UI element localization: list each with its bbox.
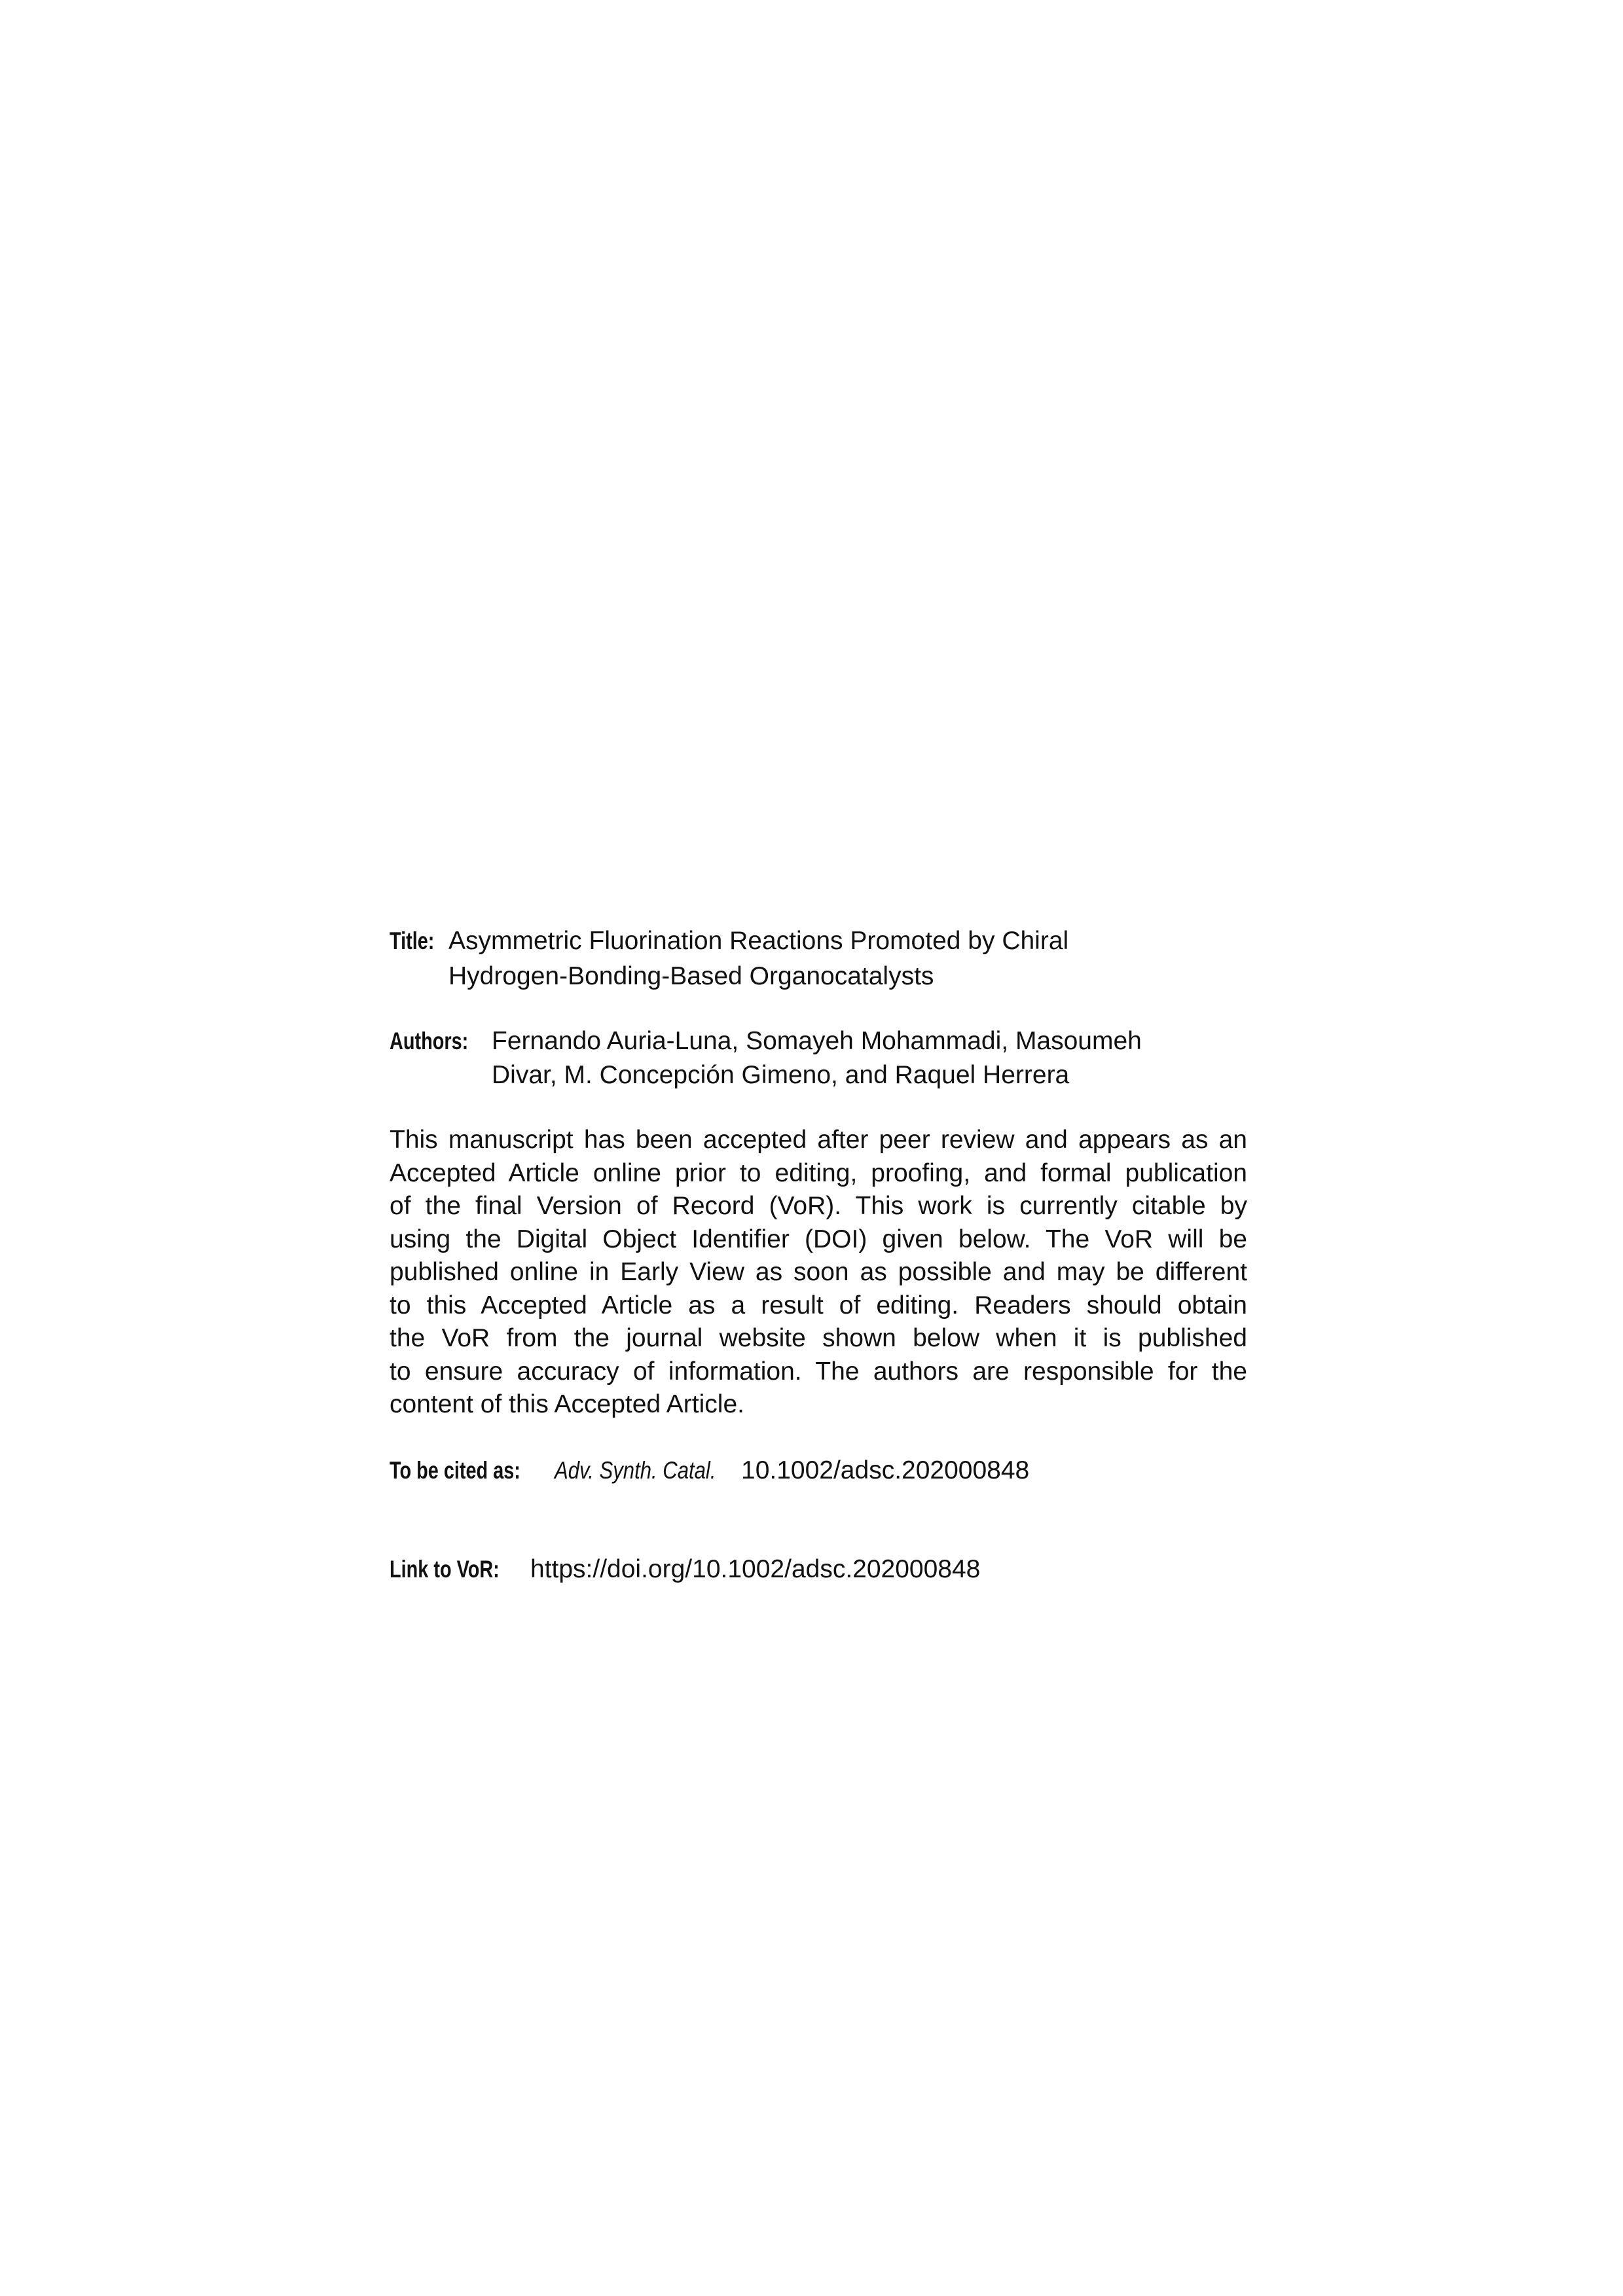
title-label: Title: — [390, 927, 435, 954]
vor-link-label: Link to VoR: — [390, 1556, 500, 1583]
citation-doi: 10.1002/adsc.202000848 — [741, 1456, 1030, 1484]
notice-line: to ensure accuracy of information. The authors are responsible for the — [390, 1357, 1247, 1386]
notice-line: content of this Accepted Article. — [390, 1390, 744, 1418]
notice-line: This manuscript has been accepted after peer review and appears as an — [390, 1126, 1247, 1154]
title-text-1: Asymmetric Fluorination Reactions Promoted by Chiral — [448, 927, 1069, 955]
citation-line — [390, 1454, 1030, 1488]
vor-link-url[interactable]: https://doi.org/10.1002/adsc.202000848 — [530, 1555, 981, 1583]
notice-line: the VoR from the journal website shown below when it is published — [390, 1324, 1247, 1352]
authors-line-1 — [390, 1024, 1142, 1058]
title-text-2: Hydrogen-Bonding-Based Organocatalysts — [448, 962, 934, 990]
citation-label: To be cited as: — [390, 1457, 520, 1484]
authors-text-1: Fernando Auria-Luna, Somayeh Mohammadi, Masoumeh — [492, 1027, 1142, 1055]
notice-line: of the final Version of Record (VoR). This work is currently citable by — [390, 1192, 1247, 1220]
notice-line: using the Digital Object Identifier (DOI) given below. The VoR will be — [390, 1225, 1247, 1253]
notice-line: Accepted Article online prior to editing, proofing, and formal publication — [390, 1158, 1247, 1187]
citation-journal: Adv. Synth. Catal. — [555, 1457, 716, 1484]
vor-link-line — [390, 1552, 981, 1587]
accepted-article-notice — [390, 1124, 1247, 1422]
title-line-1 — [390, 924, 1069, 958]
authors-text-2: Divar, M. Concepción Gimeno, and Raquel Herrera — [492, 1061, 1070, 1089]
notice-line: to this Accepted Article as a result of editing. Readers should obtain — [390, 1291, 1247, 1319]
notice-line: published online in Early View as soon as possible and may be different — [390, 1258, 1247, 1286]
authors-label: Authors: — [390, 1028, 469, 1054]
